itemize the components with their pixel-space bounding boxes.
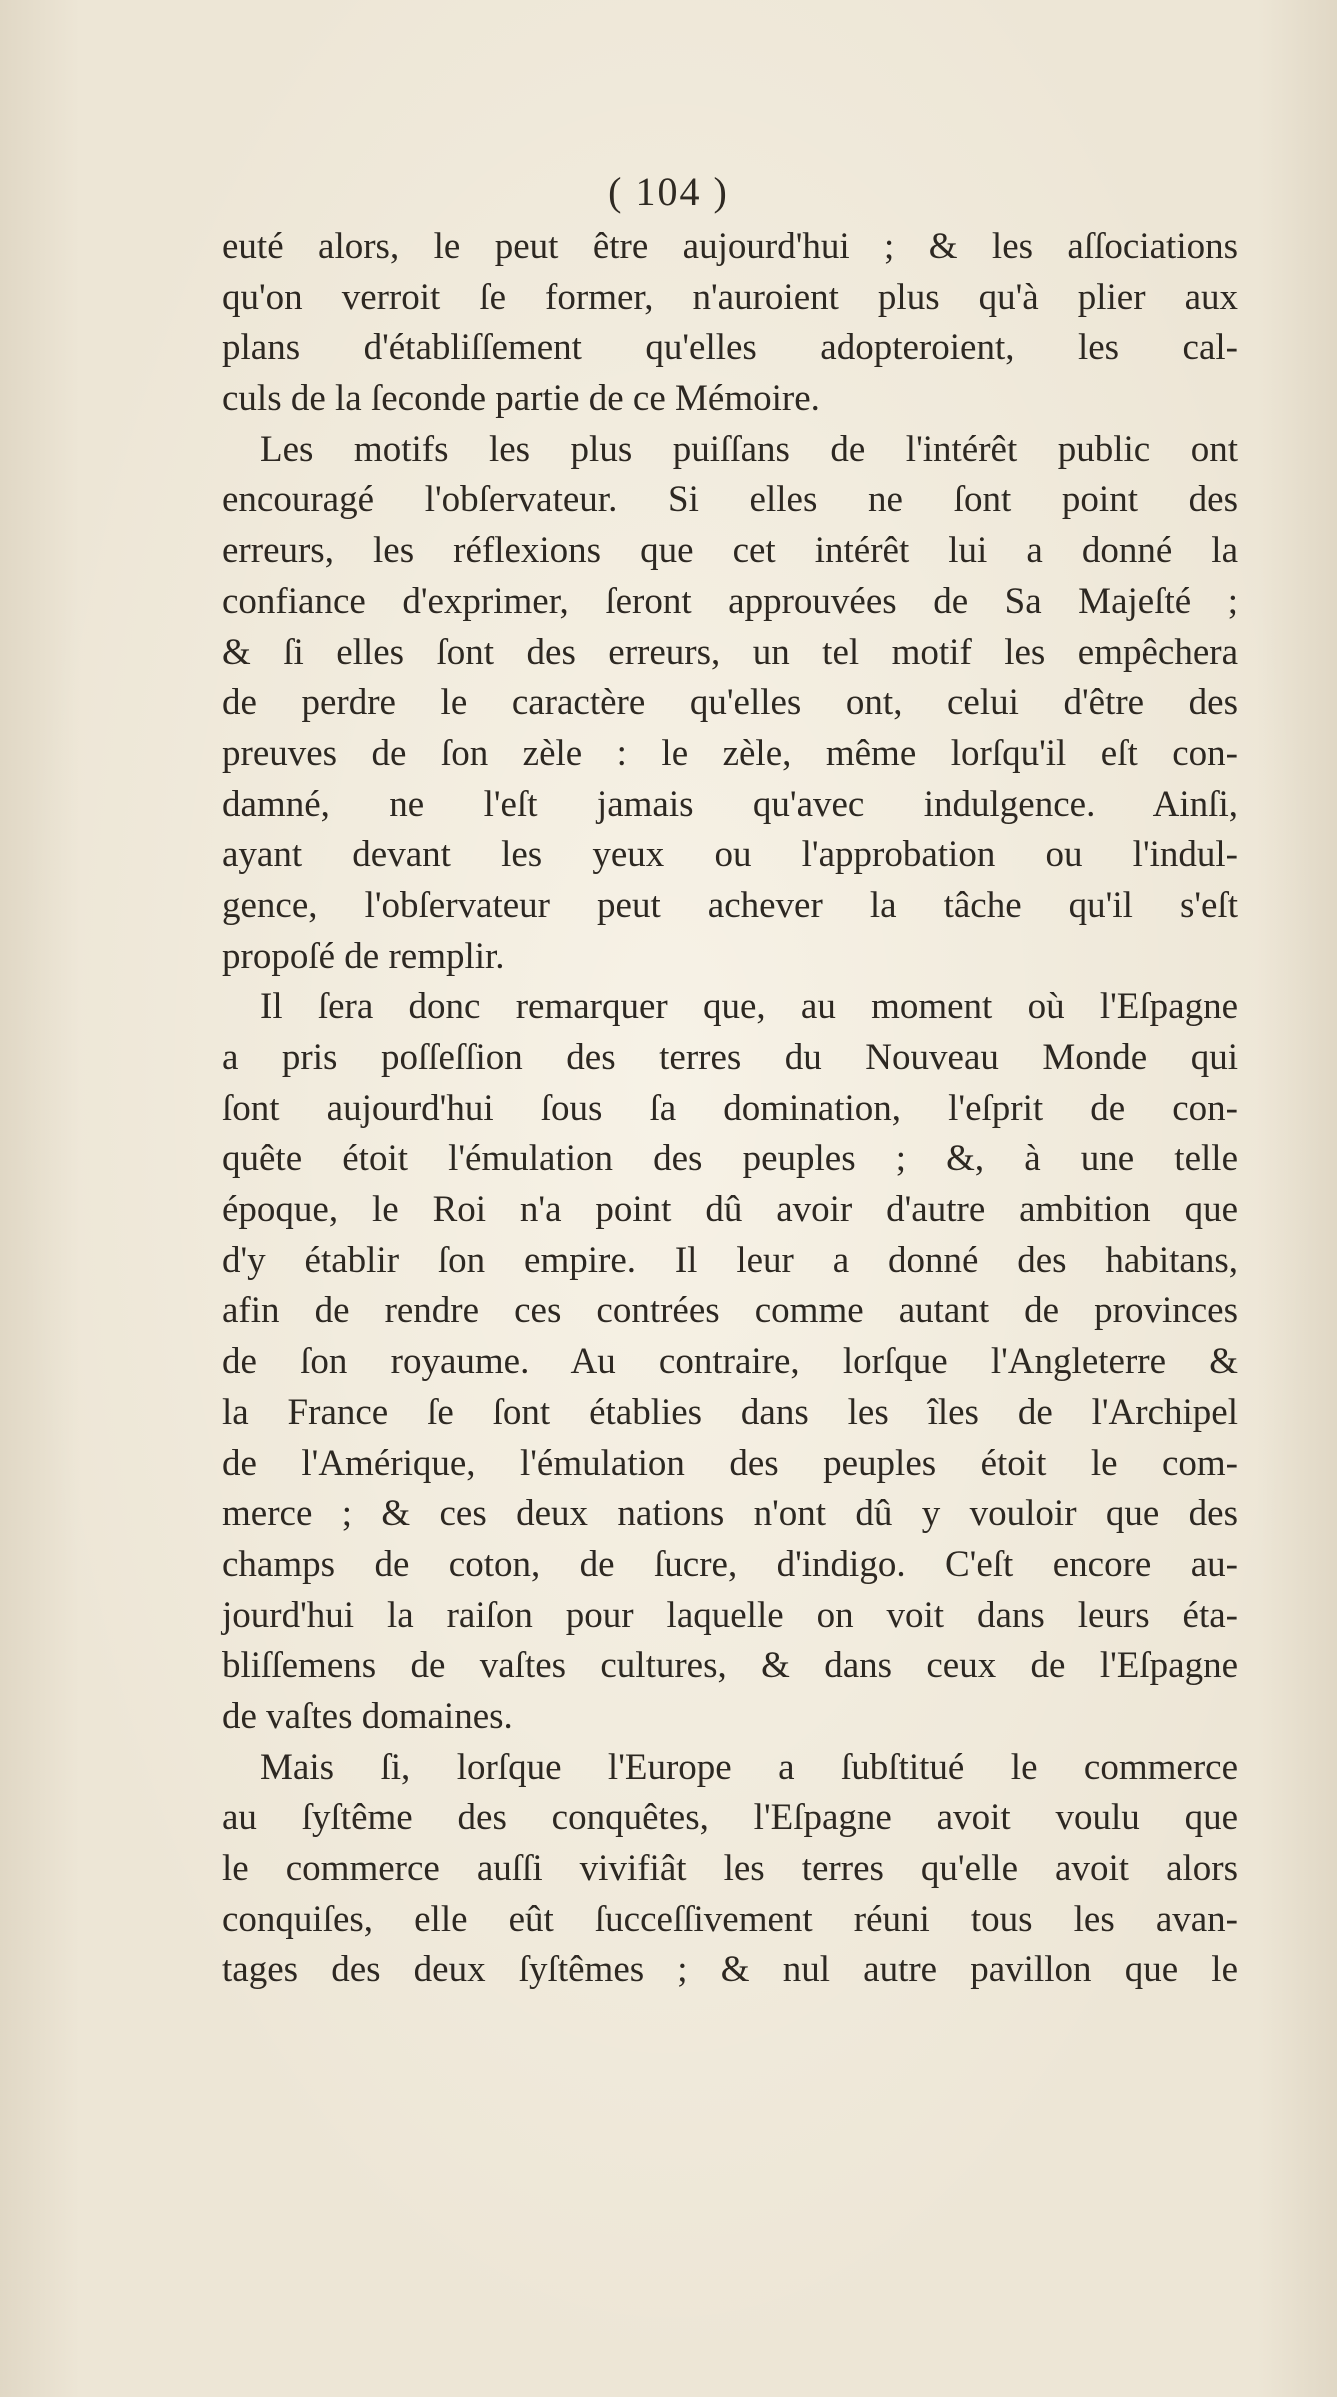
text-line: erreurs, les réflexions que cet intérêt lui a donné la [222, 530, 1238, 572]
text-line: Les motifs les plus puiſſans de l'intérêt public ont [260, 428, 1238, 470]
text-line: quête étoit l'émulation des peuples ; &, à une telle [222, 1138, 1238, 1180]
text-line: de ſon royaume. Au contraire, lorſque l'Angleterre & [222, 1341, 1238, 1383]
text-line: damné, ne l'eſt jamais qu'avec indulgence. Ainſi, [222, 783, 1238, 825]
text-line: la France ſe ſont établies dans les îles de l'Archipel [222, 1391, 1238, 1433]
text-line: le commerce auſſi vivifiât les terres qu'elle avoit alors [222, 1848, 1238, 1889]
text-line: tages des deux ſyſtêmes ; & nul autre pavillon que le [222, 1949, 1238, 1991]
body-text [222, 222, 1238, 1996]
text-line: d'y établir ſon empire. Il leur a donné des habitans, [222, 1239, 1238, 1281]
text-line: a pris poſſeſſion des terres du Nouveau Monde qui [222, 1037, 1238, 1078]
text-line: jourd'hui la raiſon pour laquelle on voit dans leurs éta- [222, 1594, 1238, 1636]
text-line: de perdre le caractère qu'elles ont, celui d'être des [222, 682, 1238, 724]
text-line: plans d'établiſſement qu'elles adopteroient, les cal- [222, 327, 1238, 369]
text-line: propoſé de remplir. [222, 935, 505, 977]
text-line: ſont aujourd'hui ſous ſa domination, l'eſprit de con- [222, 1087, 1238, 1129]
text-line: & ſi elles ſont des erreurs, un tel motif les empêchera [222, 631, 1238, 673]
text-line: époque, le Roi n'a point dû avoir d'autre ambition que [222, 1189, 1238, 1231]
text-line: champs de coton, de ſucre, d'indigo. C'eſt encore au- [222, 1543, 1238, 1585]
text-line: conquiſes, elle eût ſucceſſivement réuni tous les avan- [222, 1898, 1238, 1940]
text-line: au ſyſtême des conquêtes, l'Eſpagne avoit voulu que [222, 1797, 1238, 1839]
text-line: Mais ſi, lorſque l'Europe a ſubſtitué le commerce [260, 1746, 1238, 1788]
text-line: qu'on verroit ſe former, n'auroient plus qu'à plier aux [222, 276, 1238, 318]
text-line: de l'Amérique, l'émulation des peuples étoit le com- [222, 1442, 1238, 1484]
page-number: ( 104 ) [608, 169, 729, 214]
text-line: gence, l'obſervateur peut achever la tâche qu'il s'eſt [222, 884, 1238, 926]
text-line: afin de rendre ces contrées comme autant de provinces [222, 1290, 1238, 1332]
text-line: confiance d'exprimer, ſeront approuvées de Sa Majeſté ; [222, 580, 1238, 622]
text-line: euté alors, le peut être aujourd'hui ; & les aſſociations [222, 226, 1238, 267]
text-line: bliſſemens de vaſtes cultures, & dans ceux de l'Eſpagne [222, 1645, 1238, 1687]
text-line: merce ; & ces deux nations n'ont dû y vouloir que des [222, 1493, 1238, 1535]
text-line: de vaſtes domaines. [222, 1695, 513, 1737]
text-line: preuves de ſon zèle : le zèle, même lorſqu'il eſt con- [222, 732, 1238, 774]
text-line: encouragé l'obſervateur. Si elles ne ſont point des [222, 479, 1238, 521]
text-line: Il ſera donc remarquer que, au moment où l'Eſpagne [260, 986, 1238, 1028]
text-line: culs de la ſeconde partie de ce Mémoire. [222, 378, 820, 420]
text-line: ayant devant les yeux ou l'approbation ou l'indul- [222, 834, 1238, 876]
